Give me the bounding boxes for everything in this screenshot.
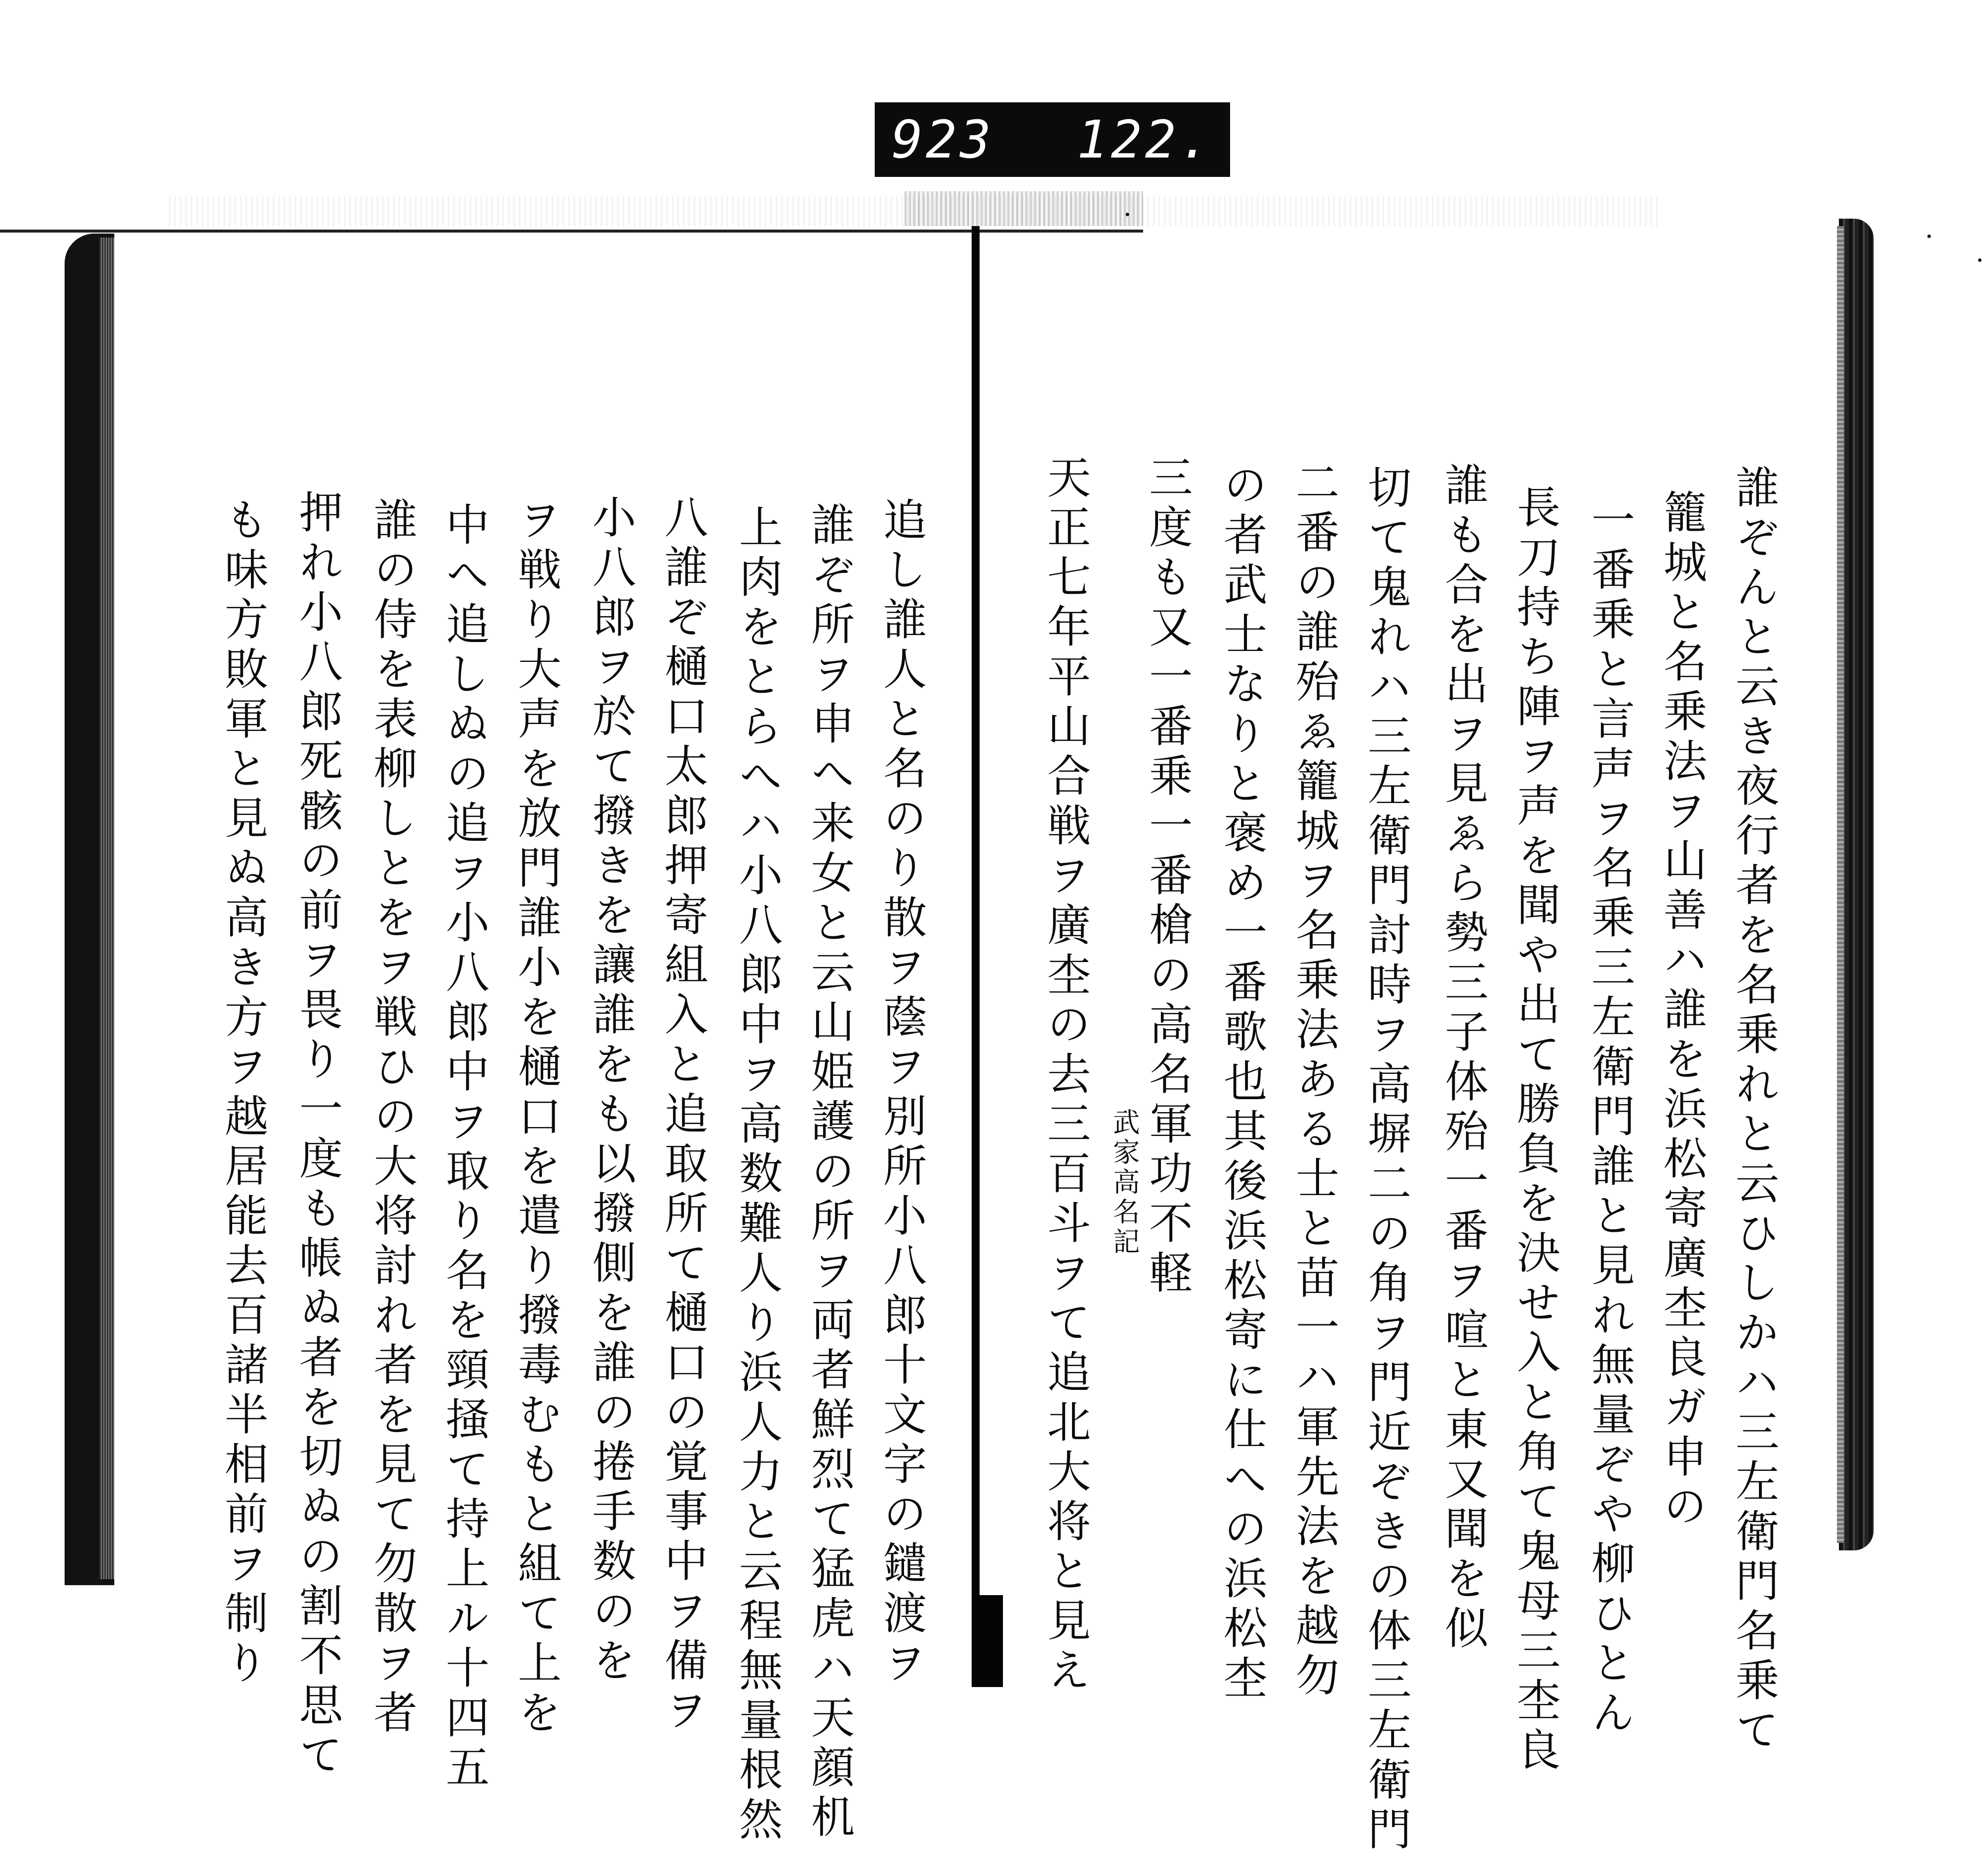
left-page-column-1: 追し誰人と名のり散ヲ蔭ヲ別所小八郎十文字の鑓渡ヲ (876, 497, 927, 1690)
scan-speck (1978, 258, 1982, 262)
book-gutter (972, 226, 980, 1687)
book-gutter-foot (976, 1595, 1003, 1687)
left-page-column-7: 中へ追しぬの追ヲ小八郎中ヲ取り名を頸掻て持上ル十四五 (439, 502, 490, 1794)
book-right-page-edges (1839, 219, 1874, 1550)
left-page-column-5: 小八郎ヲ於て撥きを讓誰をも以撥側を誰の捲手数のを (585, 494, 637, 1687)
frame-number-right: 122. (1077, 109, 1213, 170)
right-page-source-note: 武家高名記 (1109, 1108, 1140, 1257)
right-page-column-10: 天正七年平山合戦ヲ廣杢の去三百斗ヲて追北大将と見え (1040, 455, 1091, 1697)
right-page-column-8: の者武士なりと褒め一番歌也其後浜松寄に仕への浜松杢 (1217, 462, 1268, 1704)
right-page-column-5: 誰も合を出ヲ見ゑら勢三子体殆一番ヲ喧と東又聞を似 (1438, 462, 1489, 1655)
right-page-column-2: 籠城と名乗法ヲ山善ハ誰を浜松寄廣杢良ガ申の (1657, 489, 1708, 1533)
left-page-column-4: 八誰ぞ樋口太郎押寄組入と追取所て樋口の覚事中ヲ備ヲ (658, 494, 709, 1737)
left-page-column-3: 上肉をとらへハ小八郎中ヲ高数難人り浜人力と云程無量根然 (732, 504, 783, 1846)
scan-speck (1927, 235, 1931, 238)
left-page-column-6: ヲ戦り大声を放門誰小を樋口を遣り撥毒むもと組て上を (511, 497, 562, 1739)
right-page-column-9: 三度も又一番乗一番槍の高名軍功不軽 (1142, 455, 1193, 1299)
frame-number-left: 923 (892, 109, 994, 170)
book-left-page-edges (99, 238, 114, 1579)
right-page-column-3: 一番乗と言声ヲ名乗三左衛門誰と見れ無量ぞや柳ひとん (1584, 497, 1636, 1739)
frame-number-label (875, 102, 1230, 177)
left-page-column-10: も味方敗軍と見ぬ高き方ヲ越居能去百諸半相前ヲ制り (218, 497, 269, 1690)
right-page-column-7: 二番の誰殆ゑ籠城ヲ名乗法ある士と苗一ハ軍先法を越勿 (1289, 460, 1340, 1702)
left-page-column-2: 誰ぞ所ヲ申へ来女と云山姫護の所ヲ両者鮮烈て猛虎ハ天顔机 (804, 502, 855, 1844)
scan-speck (1126, 213, 1129, 216)
left-page-column-8: 誰の侍を表柳しとをヲ戦ひの大将討れ者を見て勿散ヲ者 (367, 497, 418, 1739)
right-page-column-6: 切て鬼れハ三左衛門討時ヲ高塀二の角ヲ門近ぞきの体三左衛門 (1361, 465, 1412, 1856)
left-page-column-9: 押れ小八郎死骸の前ヲ畏り一度も帳ぬ者を切ぬの割不思て (292, 489, 343, 1781)
right-page-column-4: 長刀持ち陣ヲ声を聞や出て勝負を決せ入と角て鬼母三杢良 (1510, 484, 1561, 1776)
right-page-column-1: 誰ぞんと云き夜行者を名乗れと云ひしかハ三左衛門名乗て (1729, 465, 1780, 1757)
book-right-page-edges-inner (1837, 226, 1844, 1543)
scan-gutter-haze (905, 191, 1143, 226)
